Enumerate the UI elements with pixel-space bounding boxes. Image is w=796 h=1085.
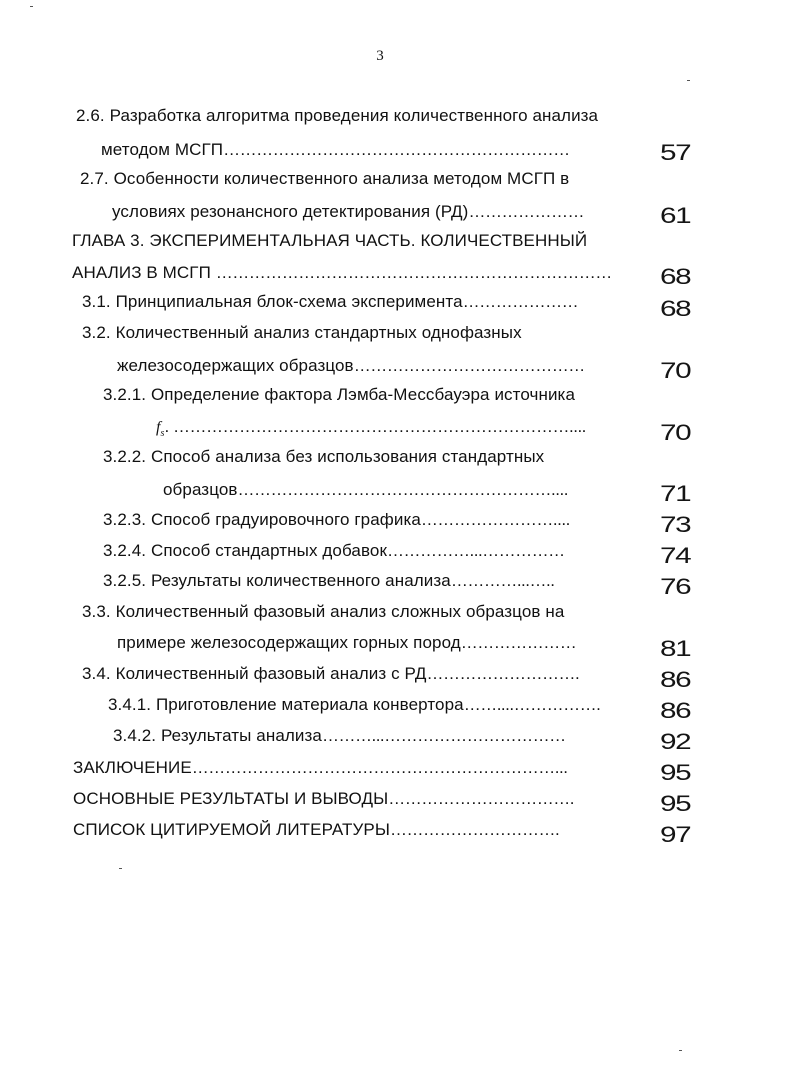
toc-entry-2-6-cont: методом МСГП……………………………………………………… bbox=[101, 140, 570, 159]
toc-entry-3-1: 3.1. Принципиальная блок-схема эксперимента………………… bbox=[82, 292, 579, 311]
toc-entry-3-2-2-cont: образцов………………………………………………….... bbox=[163, 480, 568, 499]
toc-entry-2-7: 2.7. Особенности количественного анализа методом МСГП в bbox=[80, 169, 570, 188]
page-ref-81: 81 bbox=[660, 636, 691, 661]
toc-entry-3-2-1-cont: $f_s$. ……………………………………………………………….... bbox=[156, 417, 586, 440]
page-ref-61: 61 bbox=[660, 203, 691, 228]
page-ref-68b: 68 bbox=[660, 296, 691, 321]
page-ref-92: 92 bbox=[660, 729, 691, 754]
page-ref-68a: 68 bbox=[660, 264, 691, 289]
toc-entry-3-2-2: 3.2.2. Способ анализа без использования стандартных bbox=[103, 447, 545, 466]
toc-entry-3-2-1: 3.2.1. Определение фактора Лэмба-Мессбауэра источника bbox=[103, 385, 576, 404]
fs-symbol: $f_s$ bbox=[156, 419, 165, 440]
page-ref-86a: 86 bbox=[660, 667, 691, 692]
toc-entry-3-2-cont: железосодержащих образцов…………………………………… bbox=[117, 356, 585, 375]
toc-entry-3-3: 3.3. Количественный фазовый анализ сложных образцов на bbox=[82, 602, 565, 621]
toc-main-results: ОСНОВНЫЕ РЕЗУЛЬТАТЫ И ВЫВОДЫ……………………………. bbox=[73, 789, 574, 808]
page-ref-73: 73 bbox=[660, 512, 691, 537]
scan-speck bbox=[687, 80, 690, 81]
toc-entry-3-3-cont: примере железосодержащих горных пород………………… bbox=[117, 633, 577, 652]
toc-entry-3-2: 3.2. Количественный анализ стандартных однофазных bbox=[82, 323, 522, 342]
toc-entry-2-7-cont: условиях резонансного детектирования (РД)………………… bbox=[112, 202, 584, 221]
toc-references: СПИСОК ЦИТИРУЕМОЙ ЛИТЕРАТУРЫ…………………………. bbox=[73, 820, 560, 839]
page-ref-86b: 86 bbox=[660, 698, 691, 723]
toc-entry-3-4-1: 3.4.1. Приготовление материала конвертора……....……………. bbox=[108, 695, 601, 714]
page-ref-95a: 95 bbox=[660, 760, 691, 785]
scan-speck bbox=[679, 1050, 682, 1051]
page-number: 3 bbox=[376, 48, 384, 64]
toc-chapter-3-cont: АНАЛИЗ В МСГП ……………………………………………………………… bbox=[72, 263, 612, 282]
page-ref-95b: 95 bbox=[660, 791, 691, 816]
toc-conclusion: ЗАКЛЮЧЕНИЕ…………………………………………………………... bbox=[73, 758, 568, 777]
toc-entry-3-2-4: 3.2.4. Способ стандартных добавок……………...…………… bbox=[103, 541, 565, 560]
toc-entry-3-2-3: 3.2.3. Способ градуировочного графика…………………….... bbox=[103, 510, 570, 529]
toc-chapter-3: ГЛАВА 3. ЭКСПЕРИМЕНТАЛЬНАЯ ЧАСТЬ. КОЛИЧЕСТВЕННЫЙ bbox=[72, 231, 588, 250]
scan-speck bbox=[30, 6, 33, 7]
scan-speck bbox=[119, 868, 122, 869]
page-ref-70a: 70 bbox=[660, 358, 691, 383]
toc-entry-3-4: 3.4. Количественный фазовый анализ с РД………………………. bbox=[82, 664, 580, 683]
page-ref-74: 74 bbox=[660, 543, 691, 568]
page-ref-76: 76 bbox=[660, 574, 691, 599]
page-ref-71: 71 bbox=[660, 481, 691, 506]
toc-entry-2-6: 2.6. Разработка алгоритма проведения количественного анализа bbox=[76, 106, 599, 125]
page-ref-57: 57 bbox=[660, 140, 691, 165]
toc-entry-3-4-2: 3.4.2. Результаты анализа………...…………………………… bbox=[113, 726, 566, 745]
page-ref-97: 97 bbox=[660, 822, 691, 847]
page-ref-70b: 70 bbox=[660, 420, 691, 445]
toc-entry-3-2-5: 3.2.5. Результаты количественного анализа…………...….. bbox=[103, 571, 555, 590]
